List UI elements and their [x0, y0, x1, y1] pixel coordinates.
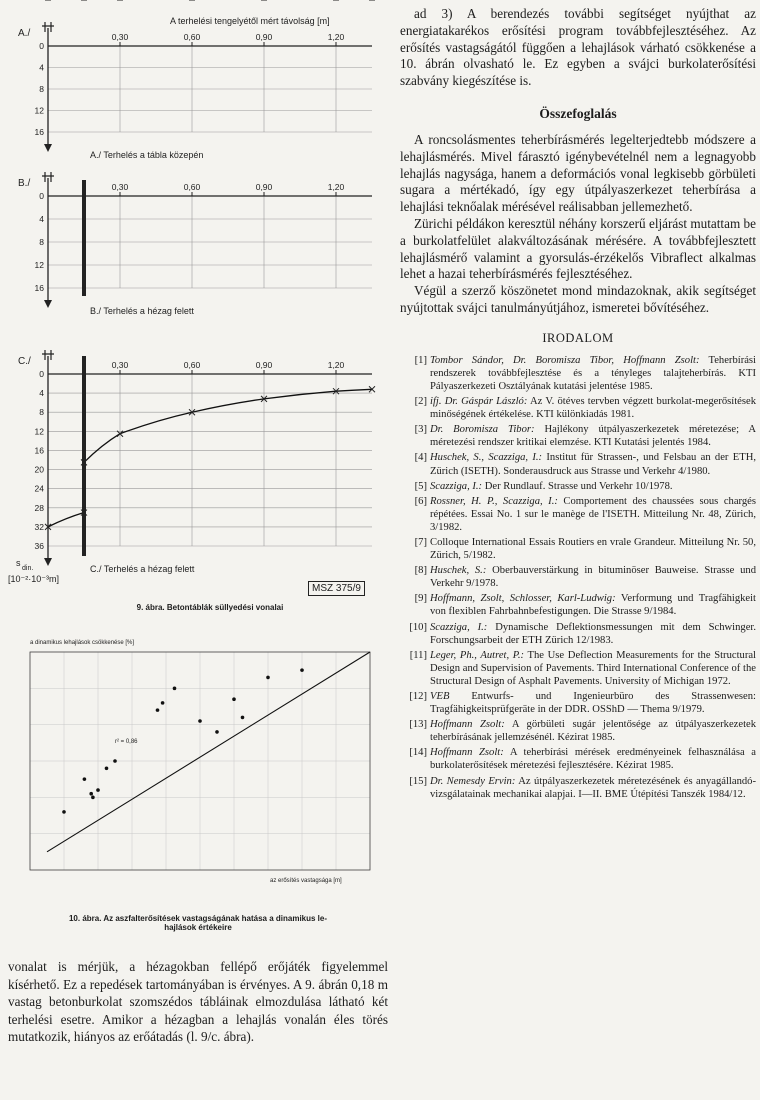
scatter-point	[198, 719, 202, 723]
y-tick-label: 4	[39, 62, 44, 73]
axis-title: A terhelési tengelyétől mért távolság [m]	[170, 16, 330, 26]
y-tick-label: 28	[34, 502, 44, 513]
reference-item	[400, 423, 756, 449]
reference-item	[400, 649, 756, 688]
x-tick-label: 1,20	[327, 32, 345, 42]
y-tick-label: 16	[34, 445, 44, 456]
panel-letter: C./	[18, 356, 31, 367]
y-tick-label: 4	[39, 214, 44, 224]
scatter-point	[156, 708, 160, 712]
reference-authors: Hoffmann, Zsolt, Schlosser, Karl-Ludwig:	[430, 593, 616, 605]
y-tick-label: 16	[34, 283, 44, 293]
reference-authors: Rossner, H. P., Scazziga, I.:	[430, 495, 558, 507]
x-axis-label: az erősítés vastagsága [m]	[270, 878, 342, 884]
y-axis-label-sub: din.	[22, 565, 34, 572]
reference-text: A teherbírási mérések eredményeinek felhasználása a burkolaterősítések méretezési fejlesztésére. Kézirat 1985.	[430, 747, 756, 772]
reference-number: [2]	[414, 396, 427, 408]
y-axis-label: a dinamikus lehajlások csökkenése [%]	[30, 640, 135, 646]
arrow-down-icon	[44, 144, 52, 152]
reference-text: The Use Deflection Measurements for the Structural Design and Supervision of Pavements. Third International Conference of the Structural Design of Asphalt Pavements. University of Michigan 1972.	[430, 649, 756, 687]
reference-number: [10]	[409, 621, 427, 633]
y-tick-label: 12	[34, 426, 44, 437]
reference-number: [5]	[414, 480, 427, 492]
y-tick-label: 8	[39, 84, 44, 94]
y-tick-label: 16	[34, 127, 44, 137]
x-tick-label: 0,30	[111, 360, 129, 370]
y-tick-label: 0	[39, 191, 44, 201]
x-tick-label: 0,30	[111, 32, 129, 42]
reference-text: Az V. ötéves tervben végzett burkolat-megerősítések minőségének értékelése. KTI különkiadás 1981.	[430, 396, 756, 421]
scatter-point	[96, 788, 100, 792]
arrow-down-icon	[44, 300, 52, 308]
reference-number: [14]	[409, 747, 427, 759]
figure-10-caption-line2: hajlások értékeire	[164, 923, 232, 932]
reference-number: [6]	[414, 495, 427, 507]
reference-number: [12]	[409, 691, 427, 702]
panel-caption: C./ Terhelés a hézag felett	[90, 564, 195, 574]
x-tick-label: 0,60	[183, 360, 201, 370]
reference-number: [9]	[414, 593, 427, 605]
scatter-point	[266, 676, 270, 680]
y-tick-label: 24	[34, 483, 44, 494]
scatter-point	[89, 792, 93, 796]
msz-stamp: MSZ 375/9	[308, 581, 365, 596]
figure-10-caption-line1: 10. ábra. Az aszfalterősítések vastagságának hatása a dinamikus le-	[68, 914, 328, 923]
scatter-point	[62, 810, 66, 814]
x-tick-label: 0,60	[183, 182, 201, 192]
scatter-point	[113, 759, 117, 763]
reference-item	[400, 564, 756, 590]
reference-text: Oberbauverstärkung in bituminöser Bauweise. Strasse und Verkehr 9/1978.	[430, 565, 756, 590]
deflection-curve	[84, 389, 372, 462]
reference-list	[400, 354, 756, 801]
scatter-point	[105, 766, 109, 770]
reference-authors: Leger, Ph., Autret, P.:	[430, 649, 525, 661]
y-tick-label: 12	[34, 105, 44, 116]
intro-paragraph: ad 3) A berendezés további segítséget nyújthat az energiatakarékos erősítési program továbbfejlesztéséhez. Az erősítés vastagságától függően a lehajlások várható csökkenése a 10. ábrán olvasható le. Ez egyben a svájci burkolaterősítési szabvány kiegészítése is.	[400, 6, 756, 89]
reference-text: Comportement des chaussées sous chargés répétées. Essai No. 1 sur le manège de l'ISETH. Mitteilung Nr. 48, Zürich, 3/1982.	[430, 495, 756, 533]
figure-9	[0, 0, 392, 600]
scatter-point	[83, 777, 87, 781]
scatter-point	[173, 687, 177, 691]
y-axis-unit: [10⁻²·10⁻³m]	[8, 574, 60, 584]
reference-item	[400, 621, 756, 647]
y-tick-label: 8	[39, 407, 44, 418]
reference-authors: Hoffmann Zsolt:	[430, 719, 505, 731]
y-tick-label: 32	[34, 521, 44, 532]
figure-10-caption	[8, 914, 388, 932]
reference-authors: Tombor Sándor, Dr. Boromisza Tibor, Hoffmann Zsolt:	[430, 354, 700, 366]
reference-item	[400, 354, 756, 393]
scatter-point	[241, 716, 245, 720]
y-tick-label: 8	[39, 237, 44, 247]
reference-authors: VEB	[430, 691, 450, 702]
reference-text: Entwurfs- und Ingenieurbüro des Strassenwesen: Tragfähigkeitsprüfgeräte in der DDR. OSShD — Thema 9/1979.	[430, 691, 756, 716]
joint-marker	[82, 180, 86, 296]
reference-item	[400, 746, 756, 772]
scatter-point	[232, 697, 236, 701]
summary-paragraph: Végül a szerző köszönetet mond mindazoknak, akik segítséget nyújtottak svájci tanulmányútjához, ismeretei bővítéséhez.	[400, 283, 756, 315]
reference-number: [11]	[409, 649, 427, 661]
reference-text: Dynamische Deflektionsmessungen mit dem Schwinger. Forschungsarbeit der ETH Zürich 12/1983.	[430, 621, 756, 646]
r-squared-annotation: r² = 0,86	[115, 738, 138, 745]
reference-authors: Scazziga, I.:	[430, 480, 483, 492]
x-tick-label: 1,20	[327, 360, 345, 370]
left-body-text: vonalat is mérjük, a hézagokban fellépő erőjáték figyelemmel kísérhető. Ez a repedések tartományában is érvényes. A 9. ábrán 0,18 m vastag betonburkolat szomszédos tábláinak elmozdulása látható két terhelési esetre. Amikor a hézagban a lehajlás vonalán éles törés mutatkozik, hiányos az erőátadás (l. 9/c. ábra).	[8, 959, 388, 1044]
scatter-point	[215, 730, 219, 734]
reference-authors: ifj. Dr. Gáspár László:	[430, 396, 528, 408]
reference-text: Institut für Strassen-, und Felsbau an der ETH, Zürich (ISETH). Sonderausdruck aus Strasse und Verkehr 4/1980.	[430, 452, 757, 477]
reference-text: Az útpályaszerkezetek méretezésének és anyagállandó-vizsgálatainak mechanikai alapjai. I—II. BME Útépítési Tanszék 1984/12.	[430, 775, 756, 800]
trend-line	[47, 652, 370, 852]
reference-item	[400, 775, 756, 801]
reference-authors: Huschek, S.:	[430, 565, 487, 577]
reference-number: [4]	[414, 452, 427, 464]
reference-text: Der Rundlauf. Strasse und Verkehr 10/1978.	[482, 480, 673, 492]
figure-9-caption: 9. ábra. Betontáblák süllyedési vonalai	[136, 603, 284, 612]
y-tick-label: 36	[34, 541, 44, 551]
reference-item	[400, 536, 756, 562]
y-tick-label: 20	[34, 464, 44, 475]
deflection-curve	[48, 513, 84, 527]
reference-text: Colloque International Essais Routiers en vrale Grandeur. Mitteilung Nr. 50, Zürich, 5/1982.	[430, 536, 756, 562]
summary-paragraph: Zürichi példákon keresztül néhány korszerű eljárást mutattam be a burkolatfelület alakváltozásának mérésére. A továbbfejlesztett lehajlásmérő valamint a gyorsulás-érzékelős Vibraflect alkalmas lehet a hazai teherbírásmérés fejlesztéséhez.	[400, 215, 756, 282]
figure-10	[0, 630, 392, 920]
reference-item	[400, 592, 756, 618]
x-tick-label: 0,90	[255, 360, 273, 370]
reference-number: [15]	[409, 775, 427, 787]
reference-text: A görbületi sugár jelentősége az útpályaszerkezetek teherbírásának jellemzésénél. Kézirat 1985.	[430, 719, 757, 744]
reference-authors: Huschek, S., Scazziga, I.:	[430, 452, 543, 464]
y-tick-label: 4	[39, 388, 44, 399]
panel-letter: B./	[18, 178, 31, 189]
x-tick-label: 0,90	[255, 182, 273, 192]
y-tick-label: 12	[34, 260, 44, 270]
panel-caption: A./ Terhelés a tábla közepén	[90, 150, 204, 160]
reference-authors: Hoffmann Zsolt:	[430, 747, 504, 759]
panel-letter: A./	[18, 28, 31, 39]
reference-item	[400, 395, 756, 421]
reference-text: Teherbírási rendszerek továbbfejlesztése és a tényleges talajteherbírás. KTI Pályaszerkezeti Osztályának kutatási jelentése 1985.	[430, 354, 756, 392]
reference-text: Verformung und Tragfähigkeit von flexiblen Fahrbahnbefestigungen. Die Strasse 9/1984.	[430, 593, 756, 618]
reference-number: [8]	[414, 565, 427, 577]
x-tick-label: 0,30	[111, 182, 129, 192]
reference-item	[400, 690, 756, 716]
x-tick-label: 0,60	[183, 32, 201, 42]
references-heading: IRODALOM	[542, 330, 614, 345]
arrow-down-icon	[44, 558, 52, 566]
reference-item	[400, 718, 756, 744]
reference-authors: Dr. Nemesdy Ervin:	[430, 775, 516, 787]
right-column	[400, 6, 756, 803]
y-axis-label: s	[16, 558, 21, 568]
summary-heading: Összefoglalás	[539, 105, 617, 121]
x-tick-label: 0,90	[255, 32, 273, 42]
reference-text: Hajlékony útpályaszerkezetek méretezése; A méretezési rendszer kritikai elemzése. KTI Kutatási jelentés 1984.	[430, 424, 757, 449]
reference-number: [7]	[414, 536, 427, 548]
reference-number: [3]	[414, 424, 427, 436]
y-tick-label: 0	[39, 369, 44, 379]
scatter-point	[91, 796, 95, 800]
reference-item	[400, 451, 756, 477]
reference-item	[400, 495, 756, 534]
scatter-point	[300, 668, 304, 672]
panel-a	[18, 0, 375, 160]
x-tick-label: 1,20	[327, 182, 345, 192]
reference-number: [13]	[409, 719, 427, 731]
reference-number: [1]	[414, 354, 427, 366]
reference-authors: Dr. Boromisza Tibor:	[430, 424, 535, 436]
reference-item	[400, 480, 756, 493]
panel-caption: B./ Terhelés a hézag felett	[90, 306, 194, 316]
reference-authors: Scazziga, I.:	[430, 621, 488, 633]
joint-marker	[82, 356, 86, 556]
summary-paragraph: A roncsolásmentes teherbírásmérés legelterjedtebb módszere a lehajlásmérés. Mivel fárasztó igénybevételnél nem a legnagyobb lehajlás nagysága, hanem a deformációs vonal legkisebb görbületi sugara a mértékadó, így egy útpályaszerkezet teherbírása a lehajlási teknőalak mérésével reálisabban jellemezhető.	[400, 131, 756, 215]
scatter-point	[161, 701, 165, 705]
y-tick-label: 0	[39, 41, 44, 51]
panel-c	[8, 350, 375, 584]
